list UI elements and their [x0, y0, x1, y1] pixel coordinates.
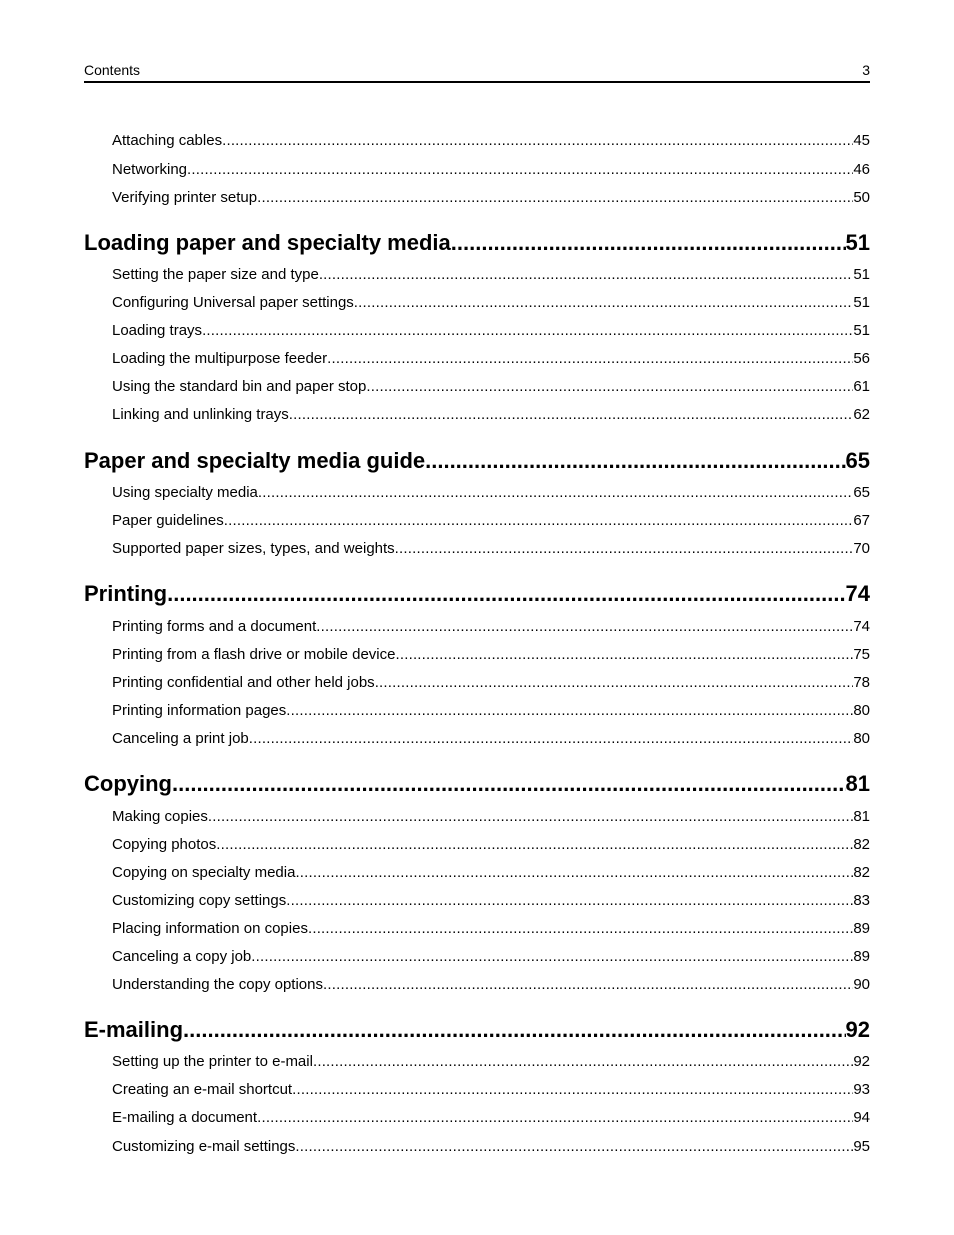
toc-dot-leader [375, 673, 854, 693]
toc-entry-label: Setting up the printer to e-mail [112, 1053, 313, 1070]
toc-section-entry[interactable] [112, 891, 870, 911]
toc-page-number: 78 [853, 674, 870, 691]
toc-entry-label: Printing [84, 581, 168, 606]
toc-page-number: 62 [853, 406, 870, 423]
toc-entry-label: Customizing copy settings [112, 892, 287, 909]
toc-section-entry[interactable] [112, 835, 870, 855]
toc-entry-label: E-mailing a document [112, 1109, 258, 1126]
toc-section-entry[interactable] [112, 947, 870, 967]
toc-section-entry[interactable] [112, 645, 870, 665]
toc-section-entry[interactable] [112, 188, 870, 208]
toc-section-entry[interactable] [112, 539, 870, 559]
toc-dot-leader [289, 405, 854, 425]
toc-entry-label: Verifying printer setup [112, 189, 258, 206]
toc-section-entry[interactable] [112, 321, 870, 341]
toc-dot-leader [313, 1052, 853, 1072]
toc-section-entry[interactable] [112, 1080, 870, 1100]
toc-dot-leader [316, 617, 853, 637]
toc-page-number: 81 [853, 808, 870, 825]
toc-dot-leader [295, 863, 853, 883]
toc-entry-label: Using the standard bin and paper stop [112, 378, 367, 395]
toc-section-entry[interactable] [112, 349, 870, 369]
toc-entry-label: Paper guidelines [112, 512, 224, 529]
toc-dot-leader [395, 539, 854, 559]
toc-dot-leader [319, 265, 854, 285]
toc-page-number: 90 [853, 976, 870, 993]
toc-dot-leader [249, 729, 854, 749]
toc-page-number: 65 [853, 484, 870, 501]
toc-entry-label: Canceling a print job [112, 730, 249, 747]
toc-page-number: 80 [853, 702, 870, 719]
toc-dot-leader [308, 919, 853, 939]
toc-chapter-entry[interactable] [84, 580, 870, 608]
toc-dot-leader [286, 701, 853, 721]
toc-section-entry[interactable] [112, 701, 870, 721]
toc-dot-leader [251, 947, 853, 967]
toc-dot-leader [286, 891, 853, 911]
toc-entry-label: Creating an e-mail shortcut [112, 1081, 293, 1098]
toc-dot-leader [354, 293, 854, 313]
toc-page-number: 50 [853, 189, 870, 206]
toc-dot-leader [257, 188, 853, 208]
toc-dot-leader [327, 349, 853, 369]
toc-page-number: 94 [853, 1109, 870, 1126]
toc-page-number: 82 [853, 864, 870, 881]
toc-entry-label: Customizing e-mail settings [112, 1138, 296, 1155]
toc-entry-label: Setting the paper size and type [112, 266, 319, 283]
toc-entry-label: Loading trays [112, 322, 203, 339]
toc-entry-label: Copying photos [112, 836, 217, 853]
toc-page-number: 81 [845, 771, 870, 796]
toc-chapter-entry[interactable] [84, 1016, 870, 1044]
toc-dot-leader [202, 321, 853, 341]
toc-section-entry[interactable] [112, 1137, 870, 1157]
toc-section-entry[interactable] [112, 377, 870, 397]
toc-page-number: 51 [845, 230, 870, 255]
toc-page-number: 70 [853, 540, 870, 557]
toc-page-number: 67 [853, 512, 870, 529]
toc-dot-leader [257, 1108, 853, 1128]
toc-page-number: 92 [853, 1053, 870, 1070]
toc-chapter-entry[interactable] [84, 770, 870, 798]
running-header [84, 59, 870, 83]
toc-page-number: 89 [853, 948, 870, 965]
toc-entry-label: Making copies [112, 808, 208, 825]
toc-dot-leader [224, 511, 854, 531]
toc-dot-leader [222, 131, 853, 151]
toc-dot-leader [183, 1016, 846, 1044]
toc-entry-label: E-mailing [84, 1017, 184, 1042]
toc-dot-leader [172, 770, 846, 798]
header-page-number: 3 [862, 62, 870, 78]
toc-page-number: 51 [853, 322, 870, 339]
toc-entry-label: Canceling a copy job [112, 948, 252, 965]
toc-section-entry[interactable] [112, 729, 870, 749]
toc-entry-label: Loading paper and specialty media [84, 230, 451, 255]
toc-section-entry[interactable] [112, 975, 870, 995]
toc-section-entry[interactable] [112, 293, 870, 313]
toc-section-entry[interactable] [112, 919, 870, 939]
toc-section-entry[interactable] [112, 673, 870, 693]
toc-dot-leader [451, 229, 846, 257]
toc-dot-leader [395, 645, 853, 665]
toc-dot-leader [425, 447, 845, 475]
toc-entry-label: Printing information pages [112, 702, 287, 719]
toc-entry-label: Printing forms and a document [112, 618, 317, 635]
toc-entry-label: Placing information on copies [112, 920, 308, 937]
toc-page-number: 46 [853, 161, 870, 178]
toc-section-entry[interactable] [112, 131, 870, 151]
toc-section-entry[interactable] [112, 1108, 870, 1128]
toc-page-number: 51 [853, 294, 870, 311]
toc-chapter-entry[interactable] [84, 229, 870, 257]
toc-section-entry[interactable] [112, 511, 870, 531]
toc-dot-leader [295, 1137, 853, 1157]
toc-page-number: 75 [853, 646, 870, 663]
toc-entry-label: Linking and unlinking trays [112, 406, 289, 423]
toc-page-number: 92 [845, 1017, 870, 1042]
toc-dot-leader [208, 807, 853, 827]
toc-entry-label: Printing from a flash drive or mobile device [112, 646, 396, 663]
toc-section-entry[interactable] [112, 405, 870, 425]
toc-dot-leader [323, 975, 853, 995]
header-title: Contents [84, 62, 141, 78]
toc-page-number: 82 [853, 836, 870, 853]
toc-section-entry[interactable] [112, 863, 870, 883]
toc-entry-label: Loading the multipurpose feeder [112, 350, 328, 367]
toc-entry-label: Printing confidential and other held jobs [112, 674, 375, 691]
toc-page-number: 61 [853, 378, 870, 395]
toc-section-entry[interactable] [112, 617, 870, 637]
toc-page-number: 74 [845, 581, 870, 606]
toc-page-number: 80 [853, 730, 870, 747]
toc-page-number: 89 [853, 920, 870, 937]
toc-page-number: 45 [853, 132, 870, 149]
toc-chapter-entry[interactable] [84, 447, 870, 475]
toc-page-number: 95 [853, 1138, 870, 1155]
toc-page-number: 56 [853, 350, 870, 367]
toc-dot-leader [216, 835, 853, 855]
toc-entry-label: Using specialty media [112, 484, 258, 501]
toc-page-number: 74 [853, 618, 870, 635]
toc-dot-leader [366, 377, 853, 397]
toc-page-number: 83 [853, 892, 870, 909]
toc-dot-leader [292, 1080, 853, 1100]
toc-dot-leader [258, 483, 853, 503]
toc-page-number: 65 [845, 448, 870, 473]
toc-entry-label: Copying [84, 771, 172, 796]
toc-section-entry[interactable] [112, 1052, 870, 1072]
toc-entry-label: Understanding the copy options [112, 976, 323, 993]
toc-section-entry[interactable] [112, 160, 870, 180]
toc-entry-label: Attaching cables [112, 132, 223, 149]
toc-entry-label: Paper and specialty media guide [84, 448, 426, 473]
toc-section-entry[interactable] [112, 265, 870, 285]
toc-entry-label: Configuring Universal paper settings [112, 294, 354, 311]
toc-entry-label: Supported paper sizes, types, and weights [112, 540, 395, 557]
toc-entry-label: Networking [112, 161, 188, 178]
toc-section-entry[interactable] [112, 807, 870, 827]
toc-dot-leader [187, 160, 853, 180]
toc-section-entry[interactable] [112, 483, 870, 503]
toc-entry-label: Copying on specialty media [112, 864, 296, 881]
toc-dot-leader [167, 580, 845, 608]
toc-page-number: 51 [853, 266, 870, 283]
toc-page-number: 93 [853, 1081, 870, 1098]
